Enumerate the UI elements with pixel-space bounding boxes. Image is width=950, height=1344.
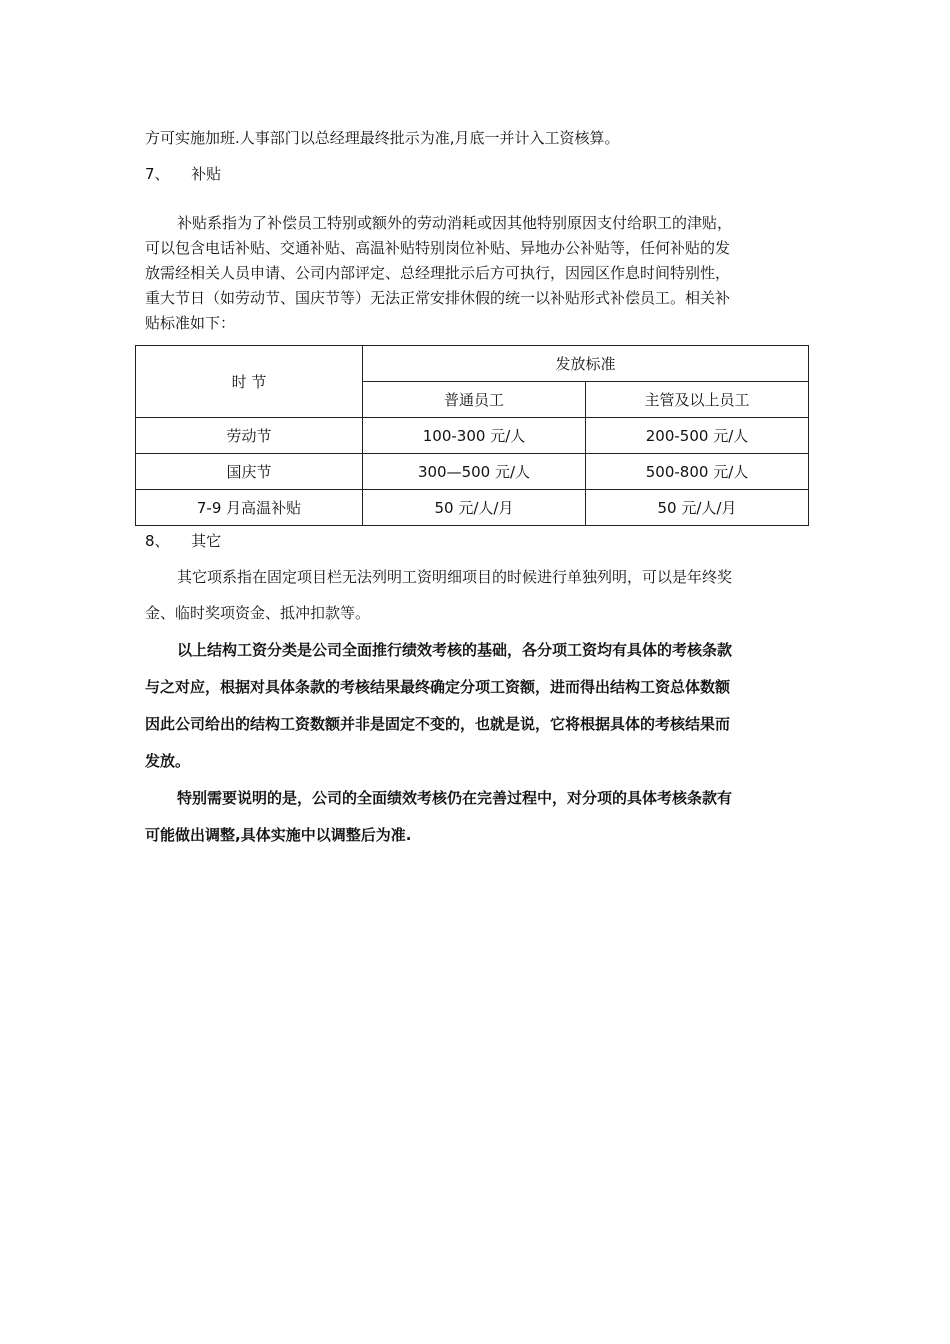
bold-paragraph-note xyxy=(145,788,810,862)
paragraph-line: 与之对应，根据对具体条款的考核结果最终确定分项工资额，进而得出结构工资总体数额 xyxy=(145,678,731,696)
paragraph-line: 补贴系指为了补偿员工特别或额外的劳动消耗或因其他特别原因支付给职工的津贴， xyxy=(177,214,733,232)
paragraph-line: 其它项系指在固定项目栏无法列明工资明细项目的时候进行单独列明，可以是年终奖 xyxy=(177,568,733,586)
table-row xyxy=(136,490,809,526)
paragraph-line: 放需经相关人员申请、公司内部评定、总经理批示后方可执行，因园区作息时间特别性， xyxy=(145,264,731,282)
section-7-number: 7、 xyxy=(145,165,170,183)
header-manager-employee: 主管及以上员工 xyxy=(586,382,809,418)
paragraph-line: 因此公司给出的结构工资数额并非是固定不变的，也就是说，它将根据具体的考核结果而 xyxy=(145,715,731,733)
cell-manager: 500-800 元/人 xyxy=(586,454,809,490)
paragraph-line: 可能做出调整,具体实施中以调整后为准. xyxy=(145,826,412,844)
cell-regular: 300—500 元/人 xyxy=(363,454,586,490)
section-8-heading xyxy=(145,531,810,551)
paragraph-line: 发放。 xyxy=(145,752,191,770)
header-holiday: 时 节 xyxy=(136,346,363,418)
section-7-title: 补贴 xyxy=(191,165,222,183)
cell-regular: 100-300 元/人 xyxy=(363,418,586,454)
section-8-title: 其它 xyxy=(191,532,222,550)
paragraph-line: 金、临时奖项资金、抵冲扣款等。 xyxy=(145,604,371,622)
bold-paragraph-performance xyxy=(145,640,810,788)
table-row xyxy=(136,418,809,454)
paragraph-line: 特别需要说明的是，公司的全面绩效考核仍在完善过程中，对分项的具体考核条款有 xyxy=(177,789,733,807)
section-7-heading xyxy=(145,164,810,184)
cell-holiday: 劳动节 xyxy=(136,418,363,454)
paragraph-line: 以上结构工资分类是公司全面推行绩效考核的基础，各分项工资均有具体的考核条款 xyxy=(177,641,733,659)
table-header-row xyxy=(136,346,809,382)
intro-line: 方可实施加班.人事部门以总经理最终批示为准,月底一并计入工资核算。 xyxy=(145,129,620,147)
header-regular-employee: 普通员工 xyxy=(363,382,586,418)
section-8-paragraph xyxy=(145,567,810,639)
cell-regular: 50 元/人/月 xyxy=(363,490,586,526)
cell-manager: 50 元/人/月 xyxy=(586,490,809,526)
paragraph-line: 贴标准如下： xyxy=(145,314,236,332)
cell-manager: 200-500 元/人 xyxy=(586,418,809,454)
cell-holiday: 国庆节 xyxy=(136,454,363,490)
header-standard: 发放标准 xyxy=(363,346,809,382)
allowance-table xyxy=(135,345,809,526)
section-8-number: 8、 xyxy=(145,532,170,550)
paragraph-line: 可以包含电话补贴、交通补贴、高温补贴特别岗位补贴、异地办公补贴等，任何补贴的发 xyxy=(145,239,731,257)
paragraph-line: 重大节日（如劳动节、国庆节等）无法正常安排休假的统一以补贴形式补偿员工。相关补 xyxy=(145,289,731,307)
table-row xyxy=(136,454,809,490)
section-7-paragraph xyxy=(145,211,810,336)
cell-holiday: 7-9 月高温补贴 xyxy=(136,490,363,526)
